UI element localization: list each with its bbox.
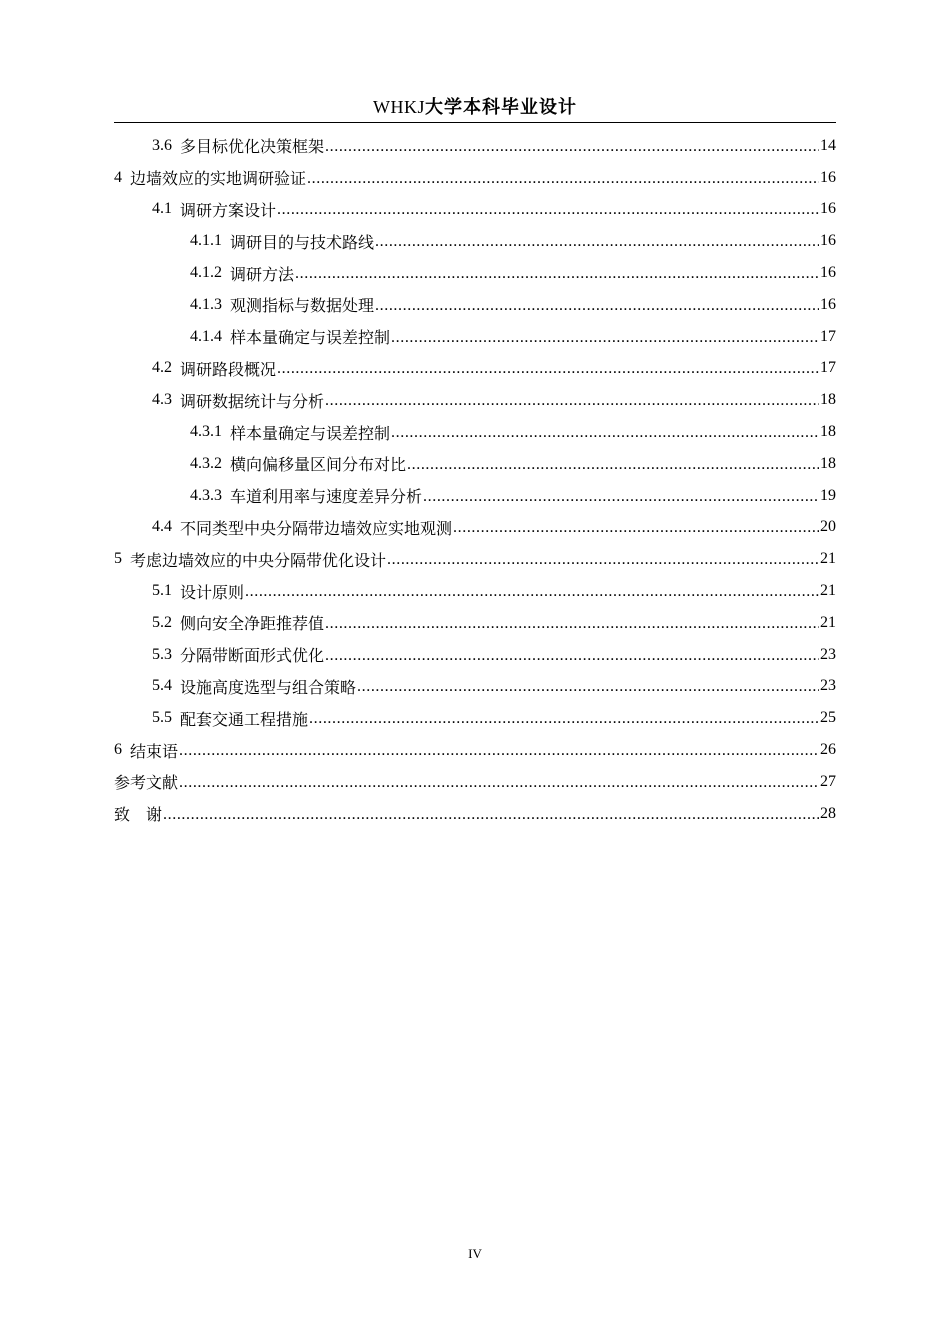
- toc-entry-page: 16: [820, 295, 836, 313]
- toc-entry[interactable]: [114, 671, 836, 703]
- toc-entry-page: 21: [820, 582, 836, 600]
- toc-entry-number: 4.1.1: [190, 232, 222, 250]
- toc-entry[interactable]: [114, 448, 836, 480]
- toc-entry-number: 5.1: [152, 582, 172, 600]
- toc-entry-page: 21: [820, 550, 836, 568]
- toc-entry[interactable]: [114, 321, 836, 353]
- toc-entry-page: 25: [820, 709, 836, 727]
- toc-entry[interactable]: [114, 416, 836, 448]
- toc-entry-page: 16: [820, 168, 836, 186]
- page-number: IV: [468, 1246, 482, 1261]
- toc-leader-dots: [307, 170, 819, 188]
- toc-entry-number: 5.2: [152, 613, 172, 631]
- toc-entry-number: 4.1.4: [190, 327, 222, 345]
- toc-entry-title: 横向偏移量区间分布对比: [230, 455, 407, 475]
- toc-entry[interactable]: [114, 353, 836, 385]
- toc-entry-title: 样本量确定与误差控制: [230, 328, 391, 348]
- toc-leader-dots: [325, 138, 819, 156]
- toc-entry-page: 18: [820, 454, 836, 472]
- toc-entry-page: 16: [820, 264, 836, 282]
- toc-leader-dots: [325, 647, 819, 665]
- toc-leader-dots: [453, 519, 819, 537]
- toc-entry-title: 考虑边墙效应的中央分隔带优化设计: [130, 550, 387, 570]
- toc-entry-title: 结束语: [130, 741, 179, 761]
- toc-leader-dots: [309, 710, 819, 728]
- toc-entry-number: 5: [114, 550, 122, 568]
- toc-leader-dots: [245, 583, 819, 601]
- toc-entry-title: 不同类型中央分隔带边墙效应实地观测: [180, 518, 453, 538]
- toc-entry[interactable]: [114, 766, 836, 798]
- toc-entry-page: 16: [820, 200, 836, 218]
- toc-entry-page: 16: [820, 232, 836, 250]
- toc-entry[interactable]: [114, 194, 836, 226]
- toc-leader-dots: [325, 392, 819, 410]
- toc-entry-title: 参考文献: [114, 773, 179, 793]
- toc-entry-page: 17: [820, 327, 836, 345]
- toc-entry-number: 5.4: [152, 677, 172, 695]
- toc-entry-page: 19: [820, 486, 836, 504]
- table-of-contents: [114, 130, 836, 830]
- toc-entry[interactable]: [114, 607, 836, 639]
- toc-leader-dots: [179, 742, 819, 760]
- toc-entry-title: 调研方案设计: [180, 200, 277, 220]
- toc-entry-number: 4.3.3: [190, 486, 222, 504]
- toc-entry-title: 车道利用率与速度差异分析: [230, 487, 423, 507]
- toc-entry-title: 调研方法: [230, 264, 295, 284]
- toc-entry-number: 4.4: [152, 518, 172, 536]
- page-header: [114, 92, 836, 123]
- toc-entry[interactable]: [114, 384, 836, 416]
- toc-entry[interactable]: [114, 798, 836, 830]
- toc-entry-title: 设计原则: [180, 582, 245, 602]
- toc-leader-dots: [391, 424, 819, 442]
- toc-leader-dots: [295, 265, 819, 283]
- toc-entry-page: 14: [820, 136, 836, 154]
- toc-entry-number: 4.1.2: [190, 264, 222, 282]
- toc-entry[interactable]: [114, 130, 836, 162]
- toc-entry-number: 4.3.1: [190, 423, 222, 441]
- toc-entry-number: 4.1.3: [190, 295, 222, 313]
- toc-entry-page: 26: [820, 741, 836, 759]
- toc-entry-title: 边墙效应的实地调研验证: [130, 169, 307, 189]
- toc-leader-dots: [375, 233, 819, 251]
- toc-entry-number: 4.3: [152, 391, 172, 409]
- toc-entry-title: 调研路段概况: [180, 359, 277, 379]
- toc-entry[interactable]: [114, 257, 836, 289]
- toc-entry-title: 样本量确定与误差控制: [230, 423, 391, 443]
- toc-leader-dots: [375, 297, 819, 315]
- header-latin: WHKJ: [373, 97, 425, 117]
- toc-entry-title: 分隔带断面形式优化: [180, 646, 325, 666]
- toc-leader-dots: [179, 774, 819, 792]
- toc-leader-dots: [163, 806, 819, 824]
- toc-entry-title: 调研目的与技术路线: [230, 232, 375, 252]
- toc-entry-page: 23: [820, 677, 836, 695]
- toc-entry[interactable]: [114, 480, 836, 512]
- header-title: 大学本科毕业设计: [425, 97, 577, 118]
- toc-leader-dots: [325, 615, 819, 633]
- toc-leader-dots: [357, 678, 819, 696]
- toc-leader-dots: [277, 201, 819, 219]
- toc-entry-number: 3.6: [152, 136, 172, 154]
- toc-entry-page: 18: [820, 423, 836, 441]
- toc-entry[interactable]: [114, 162, 836, 194]
- toc-entry-title: 多目标优化决策框架: [180, 137, 325, 157]
- toc-entry-number: 5.5: [152, 709, 172, 727]
- toc-entry-page: 27: [820, 772, 836, 790]
- toc-entry-title: 致 谢: [114, 805, 163, 825]
- toc-leader-dots: [277, 360, 819, 378]
- toc-entry-number: 6: [114, 741, 122, 759]
- toc-entry[interactable]: [114, 512, 836, 544]
- toc-entry-number: 4: [114, 168, 122, 186]
- toc-entry-title: 调研数据统计与分析: [180, 391, 325, 411]
- toc-entry-title: 观测指标与数据处理: [230, 296, 375, 316]
- toc-entry-title: 配套交通工程措施: [180, 709, 309, 729]
- toc-entry[interactable]: [114, 734, 836, 766]
- toc-entry[interactable]: [114, 639, 836, 671]
- toc-entry[interactable]: [114, 702, 836, 734]
- toc-entry-number: 4.1: [152, 200, 172, 218]
- toc-entry-number: 4.3.2: [190, 454, 222, 472]
- toc-entry-page: 20: [820, 518, 836, 536]
- toc-leader-dots: [391, 329, 819, 347]
- toc-entry-title: 侧向安全净距推荐值: [180, 614, 325, 634]
- toc-entry-page: 21: [820, 613, 836, 631]
- toc-entry-number: 4.2: [152, 359, 172, 377]
- toc-entry-number: 5.3: [152, 645, 172, 663]
- toc-leader-dots: [387, 551, 819, 569]
- toc-entry-title: 设施高度选型与组合策略: [180, 677, 357, 697]
- toc-entry[interactable]: [114, 543, 836, 575]
- toc-leader-dots: [407, 456, 819, 474]
- toc-leader-dots: [423, 488, 819, 506]
- toc-entry-page: 23: [820, 645, 836, 663]
- toc-entry-page: 18: [820, 391, 836, 409]
- toc-entry[interactable]: [114, 225, 836, 257]
- toc-entry-page: 17: [820, 359, 836, 377]
- toc-entry-page: 28: [820, 804, 836, 822]
- toc-entry[interactable]: [114, 289, 836, 321]
- toc-entry[interactable]: [114, 575, 836, 607]
